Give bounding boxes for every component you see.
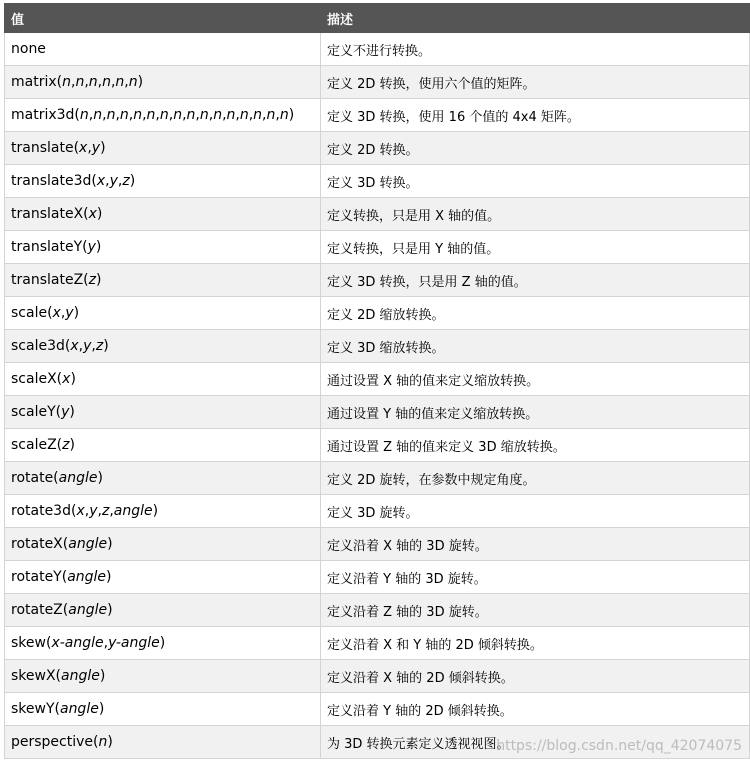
function-param: n bbox=[239, 107, 249, 123]
function-text: skewY( bbox=[11, 701, 60, 717]
table-row bbox=[5, 33, 750, 66]
table-row bbox=[5, 429, 750, 462]
function-value-cell bbox=[5, 132, 321, 165]
function-text: scaleY( bbox=[11, 404, 62, 420]
function-param: n bbox=[186, 107, 196, 123]
function-text: , bbox=[235, 107, 240, 123]
function-text: scale( bbox=[11, 305, 53, 321]
function-description-cell: 定义 2D 缩放转换。 bbox=[321, 297, 750, 330]
function-param: y bbox=[109, 173, 118, 189]
function-param: y bbox=[87, 239, 96, 255]
function-param: y bbox=[91, 140, 101, 156]
function-text: translate( bbox=[11, 140, 80, 156]
table-row bbox=[5, 165, 750, 198]
function-text: , bbox=[182, 107, 187, 123]
function-text: scaleZ( bbox=[11, 437, 63, 453]
table-row bbox=[5, 231, 750, 264]
function-text: , bbox=[102, 107, 107, 123]
function-text: , bbox=[128, 107, 134, 123]
table-row bbox=[5, 528, 750, 561]
function-param: angle bbox=[61, 668, 100, 684]
function-description-cell: 定义转换，只是用 Y 轴的值。 bbox=[321, 231, 750, 264]
function-text: matrix( bbox=[11, 74, 63, 90]
function-text: , bbox=[84, 503, 90, 519]
function-param: angle bbox=[59, 701, 99, 717]
function-description-cell: 定义沿着 Z 轴的 3D 旋转。 bbox=[321, 594, 750, 627]
table-row bbox=[5, 726, 750, 759]
function-text: ) bbox=[98, 701, 105, 717]
function-text: ) bbox=[97, 470, 103, 486]
function-param: angle bbox=[68, 602, 108, 618]
function-text: , bbox=[124, 74, 129, 90]
function-value-cell bbox=[5, 330, 321, 363]
function-text: ) bbox=[288, 107, 295, 123]
function-text: ) bbox=[69, 437, 75, 453]
function-description-cell: 定义沿着 Y 轴的 3D 旋转。 bbox=[321, 561, 750, 594]
table-row bbox=[5, 99, 750, 132]
function-value-cell bbox=[5, 429, 321, 462]
function-param: n bbox=[115, 74, 125, 90]
function-description-cell: 定义 2D 旋转，在参数中规定角度。 bbox=[321, 462, 750, 495]
function-description-cell: 通过设置 Z 轴的值来定义 3D 缩放转换。 bbox=[321, 429, 750, 462]
table-row bbox=[5, 594, 750, 627]
table-row bbox=[5, 264, 750, 297]
function-param: n bbox=[98, 734, 108, 750]
function-text: , bbox=[60, 305, 66, 321]
function-text: , bbox=[168, 107, 174, 123]
function-param: n bbox=[266, 107, 276, 123]
function-text: , bbox=[142, 107, 147, 123]
function-text: ) bbox=[107, 602, 113, 618]
table-row bbox=[5, 363, 750, 396]
function-param: x bbox=[79, 140, 88, 156]
function-text: , bbox=[117, 173, 123, 189]
header-value: 值 bbox=[5, 4, 321, 33]
function-text: ) bbox=[70, 371, 76, 387]
function-param: n bbox=[146, 107, 156, 123]
function-text: translate3d( bbox=[11, 173, 97, 189]
function-text: ) bbox=[95, 272, 102, 288]
function-text: ) bbox=[95, 239, 102, 255]
function-value-cell bbox=[5, 66, 321, 99]
table-row bbox=[5, 627, 750, 660]
function-param: n bbox=[279, 107, 289, 123]
function-value-cell bbox=[5, 396, 321, 429]
function-text: , bbox=[70, 74, 76, 90]
function-value-cell bbox=[5, 363, 321, 396]
function-text: , bbox=[88, 107, 94, 123]
function-param: y bbox=[61, 404, 70, 420]
transform-functions-table bbox=[4, 3, 750, 759]
function-value-cell bbox=[5, 297, 321, 330]
function-text: , bbox=[84, 74, 89, 90]
function-param: n bbox=[133, 107, 143, 123]
function-description-cell: 定义沿着 X 和 Y 轴的 2D 倾斜转换。 bbox=[321, 627, 750, 660]
table-row bbox=[5, 660, 750, 693]
function-param: n bbox=[119, 107, 129, 123]
function-param: n bbox=[128, 74, 138, 90]
function-text: , bbox=[155, 107, 160, 123]
table-row bbox=[5, 462, 750, 495]
function-text: translateY( bbox=[11, 239, 88, 255]
function-text: ) bbox=[137, 74, 144, 90]
table-body bbox=[5, 33, 750, 759]
function-text: , bbox=[91, 338, 96, 354]
table-row bbox=[5, 132, 750, 165]
function-description-cell: 定义 2D 转换，使用六个值的矩阵。 bbox=[321, 66, 750, 99]
function-param: n bbox=[75, 74, 85, 90]
function-text: rotate( bbox=[11, 470, 59, 486]
function-text: rotate3d( bbox=[11, 503, 77, 519]
function-text: , bbox=[208, 107, 214, 123]
function-param: n bbox=[102, 74, 111, 90]
function-description-cell: 通过设置 Y 轴的值来定义缩放转换。 bbox=[321, 396, 750, 429]
function-text: , bbox=[103, 635, 109, 651]
function-param: y bbox=[83, 338, 92, 354]
function-text: ) bbox=[152, 503, 159, 519]
function-value-cell bbox=[5, 627, 321, 660]
function-value-cell bbox=[5, 693, 321, 726]
function-text: , bbox=[97, 503, 102, 519]
function-value-cell bbox=[5, 462, 321, 495]
function-text: , bbox=[262, 107, 267, 123]
function-text: , bbox=[115, 107, 120, 123]
function-text: ) bbox=[73, 305, 80, 321]
function-value-cell bbox=[5, 264, 321, 297]
function-value-cell bbox=[5, 99, 321, 132]
function-param: z bbox=[62, 437, 70, 453]
function-param: n bbox=[79, 107, 89, 123]
function-text: , bbox=[248, 107, 254, 123]
function-description-cell: 定义 3D 转换。 bbox=[321, 165, 750, 198]
function-text: none bbox=[11, 41, 46, 57]
function-value-cell bbox=[5, 561, 321, 594]
function-param: n bbox=[226, 107, 236, 123]
function-description-cell: 定义 3D 旋转。 bbox=[321, 495, 750, 528]
function-param: x bbox=[52, 305, 61, 321]
function-text: scale3d( bbox=[11, 338, 71, 354]
function-description-cell: 定义不进行转换。 bbox=[321, 33, 750, 66]
function-value-cell bbox=[5, 528, 321, 561]
function-param: x-angle bbox=[51, 635, 104, 651]
function-text: perspective( bbox=[11, 734, 99, 750]
function-text: , bbox=[222, 107, 227, 123]
function-value-cell bbox=[5, 165, 321, 198]
function-description-cell: 定义沿着 Y 轴的 2D 倾斜转换。 bbox=[321, 693, 750, 726]
function-param: x bbox=[70, 338, 79, 354]
header-description: 描述 bbox=[321, 4, 750, 33]
function-param: y bbox=[65, 305, 74, 321]
function-text: , bbox=[195, 107, 200, 123]
function-value-cell bbox=[5, 198, 321, 231]
function-text: translateX( bbox=[11, 206, 89, 222]
function-value-cell bbox=[5, 495, 321, 528]
table-header-row bbox=[5, 4, 750, 33]
function-text: , bbox=[275, 107, 280, 123]
function-param: n bbox=[159, 107, 169, 123]
function-value-cell bbox=[5, 231, 321, 264]
function-param: n bbox=[213, 107, 223, 123]
function-param: angle bbox=[58, 470, 98, 486]
function-text: ) bbox=[107, 734, 113, 750]
function-value-cell bbox=[5, 660, 321, 693]
function-text: ) bbox=[96, 206, 103, 222]
function-param: n bbox=[253, 107, 263, 123]
function-param: x bbox=[76, 503, 85, 519]
function-text: rotateZ( bbox=[11, 602, 69, 618]
function-text: , bbox=[78, 338, 84, 354]
table-row bbox=[5, 495, 750, 528]
function-param: angle bbox=[67, 569, 107, 585]
function-description-cell: 定义 2D 转换。 bbox=[321, 132, 750, 165]
function-text: , bbox=[87, 140, 92, 156]
function-text: matrix3d( bbox=[11, 107, 80, 123]
function-text: , bbox=[105, 173, 110, 189]
function-param: n bbox=[88, 74, 98, 90]
table-row bbox=[5, 297, 750, 330]
function-value-cell bbox=[5, 726, 321, 759]
function-param: n bbox=[93, 107, 103, 123]
function-text: ) bbox=[99, 668, 106, 684]
function-param: angle bbox=[113, 503, 153, 519]
table-row bbox=[5, 693, 750, 726]
function-text: ) bbox=[106, 569, 112, 585]
table-row bbox=[5, 66, 750, 99]
function-text: ) bbox=[159, 635, 166, 651]
function-description-cell: 定义沿着 X 轴的 3D 旋转。 bbox=[321, 528, 750, 561]
function-param: y bbox=[89, 503, 98, 519]
function-param: n bbox=[106, 107, 116, 123]
function-text: skew( bbox=[11, 635, 52, 651]
function-param: z bbox=[101, 503, 110, 519]
function-description-cell: 定义 3D 转换，使用 16 个值的 4x4 矩阵。 bbox=[321, 99, 750, 132]
function-text: translateZ( bbox=[11, 272, 89, 288]
function-text: ) bbox=[103, 338, 109, 354]
function-description-cell: 通过设置 X 轴的值来定义缩放转换。 bbox=[321, 363, 750, 396]
function-text: ) bbox=[107, 536, 113, 552]
function-param: y-angle bbox=[108, 635, 160, 651]
function-text: , bbox=[97, 74, 103, 90]
function-text: ) bbox=[129, 173, 136, 189]
function-param: z bbox=[122, 173, 130, 189]
function-param: z bbox=[95, 338, 104, 354]
function-description-cell: 定义 3D 转换，只是用 Z 轴的值。 bbox=[321, 264, 750, 297]
function-param: x bbox=[88, 206, 97, 222]
watermark: https://blog.csdn.net/qq_42074075 bbox=[496, 738, 742, 754]
function-param: n bbox=[199, 107, 209, 123]
function-param: n bbox=[173, 107, 183, 123]
function-text: scaleX( bbox=[11, 371, 63, 387]
function-description-cell: 定义转换，只是用 X 轴的值。 bbox=[321, 198, 750, 231]
function-text: , bbox=[110, 74, 116, 90]
function-param: x bbox=[96, 173, 106, 189]
function-value-cell bbox=[5, 594, 321, 627]
table-row bbox=[5, 198, 750, 231]
function-param: n bbox=[62, 74, 71, 90]
function-text: ) bbox=[69, 404, 75, 420]
function-param: angle bbox=[68, 536, 108, 552]
function-text: , bbox=[109, 503, 114, 519]
function-description-cell: 定义沿着 X 轴的 2D 倾斜转换。 bbox=[321, 660, 750, 693]
function-text: rotateX( bbox=[11, 536, 69, 552]
function-value-cell bbox=[5, 33, 321, 66]
table-row bbox=[5, 561, 750, 594]
function-description-cell: 为 3D 转换元素定义透视视图。 bbox=[321, 726, 750, 759]
table-row bbox=[5, 330, 750, 363]
function-param: z bbox=[88, 272, 96, 288]
function-description-cell: 定义 3D 缩放转换。 bbox=[321, 330, 750, 363]
function-text: skewX( bbox=[11, 668, 62, 684]
function-text: ) bbox=[100, 140, 106, 156]
table-row bbox=[5, 396, 750, 429]
function-param: x bbox=[62, 371, 71, 387]
function-text: rotateY( bbox=[11, 569, 68, 585]
